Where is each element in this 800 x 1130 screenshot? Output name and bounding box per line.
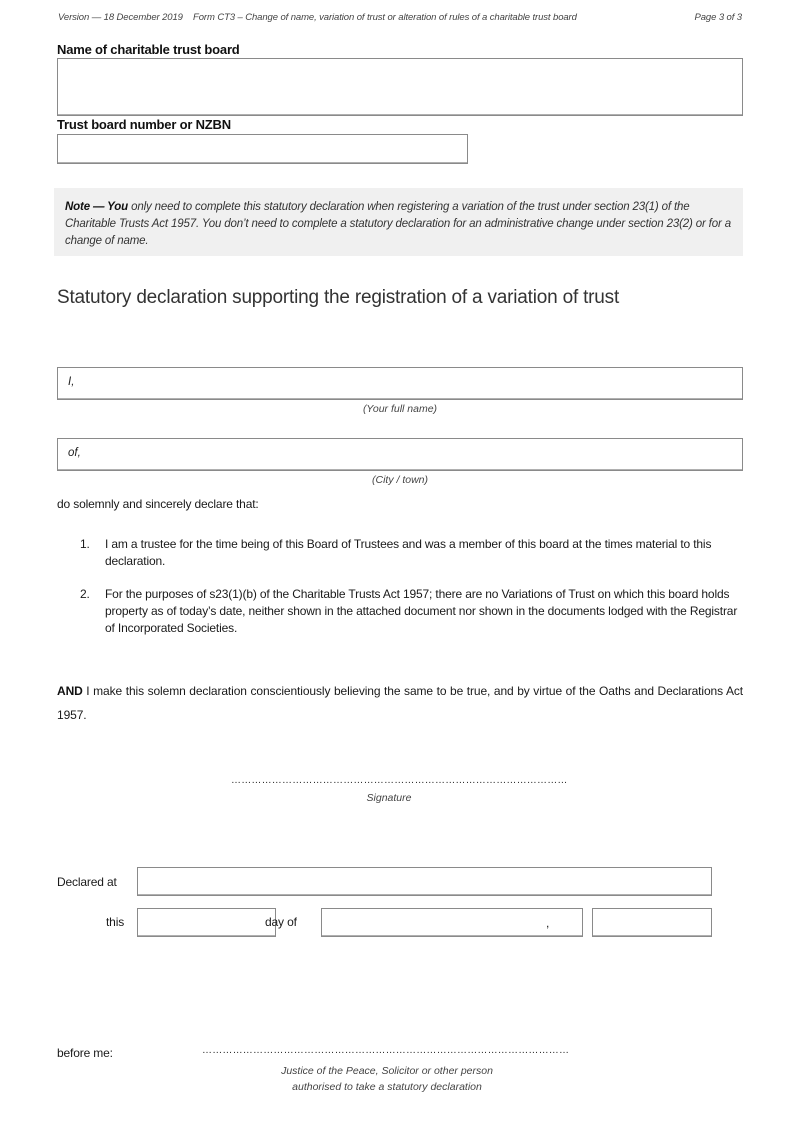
witness-caption	[202, 1063, 572, 1095]
before-me-label: before me:	[57, 1046, 113, 1060]
month-comma: ,	[546, 916, 550, 930]
this-label: this	[106, 915, 125, 929]
trust-board-number-field[interactable]	[57, 134, 468, 164]
month-field[interactable]	[321, 908, 583, 937]
trust-board-name-label: Name of charitable trust board	[57, 42, 240, 57]
witness-caption-line2: authorised to take a statutory declaration	[292, 1081, 482, 1093]
declaration-list	[80, 536, 745, 653]
and-text: I make this solemn declaration conscientiously believing the same to be true, and by virtue of the Oaths and Declarations Act 1957.	[57, 684, 743, 722]
trust-board-number-label: Trust board number or NZBN	[57, 117, 231, 132]
witness-signature-line[interactable]: ………………………………………………………………………………………………	[202, 1045, 570, 1056]
list-item-number: 2.	[80, 587, 90, 601]
declare-intro: do solemnly and sincerely declare that:	[57, 497, 259, 511]
city-caption: (City / town)	[371, 474, 428, 486]
day-of-label: day of	[265, 915, 297, 929]
note-text: only need to complete this statutory declaration when registering a variation of the trust under section 23(1) of the Charitable Trusts Act 1957. You don’t need to complete a statutory declaration for an administrative change under section 23(2) or for a change of name.	[65, 201, 731, 247]
city-prefix: of,	[68, 447, 81, 459]
city-field[interactable]	[57, 438, 743, 471]
trust-board-name-field[interactable]	[57, 58, 743, 116]
witness-caption-line1: Justice of the Peace, Solicitor or other person	[281, 1065, 493, 1077]
full-name-field[interactable]	[57, 367, 743, 400]
year-field[interactable]	[592, 908, 712, 937]
list-item-text: I am a trustee for the time being of this Board of Trustees and was a member of this board at the times material to this declaration.	[105, 537, 712, 568]
header-form-info	[58, 12, 577, 23]
declared-at-label: Declared at	[57, 875, 117, 889]
header-form-title: Form CT3 – Change of name, variation of trust or alteration of rules of a charitable trust board	[193, 12, 577, 23]
full-name-caption: (Your full name)	[362, 403, 438, 415]
header-version: Version — 18 December 2019	[58, 12, 183, 23]
signature-line[interactable]: ………………………………………………………………………………………	[231, 775, 568, 786]
signature-caption: Signature	[366, 792, 412, 804]
declaration-title: Statutory declaration supporting the registration of a variation of trust	[57, 287, 620, 308]
header-page-number: Page 3 of 3	[694, 12, 742, 23]
note-lead: Note — You	[65, 201, 129, 213]
list-item	[80, 536, 745, 570]
day-field[interactable]	[137, 908, 276, 937]
list-item-number: 1.	[80, 537, 90, 551]
solemn-declaration-paragraph	[57, 679, 743, 727]
list-item-text: For the purposes of s23(1)(b) of the Charitable Trusts Act 1957; there are no Variations of Trust on which this board holds property as of today’s date, neither shown in the attached document nor shown in the documents lodged with the Registrar of Incorporated Societies.	[105, 587, 738, 635]
list-item	[80, 586, 745, 637]
and-lead: AND	[57, 684, 83, 698]
declared-at-field[interactable]	[137, 867, 712, 896]
full-name-prefix: I,	[68, 376, 75, 388]
note-box	[54, 188, 743, 256]
